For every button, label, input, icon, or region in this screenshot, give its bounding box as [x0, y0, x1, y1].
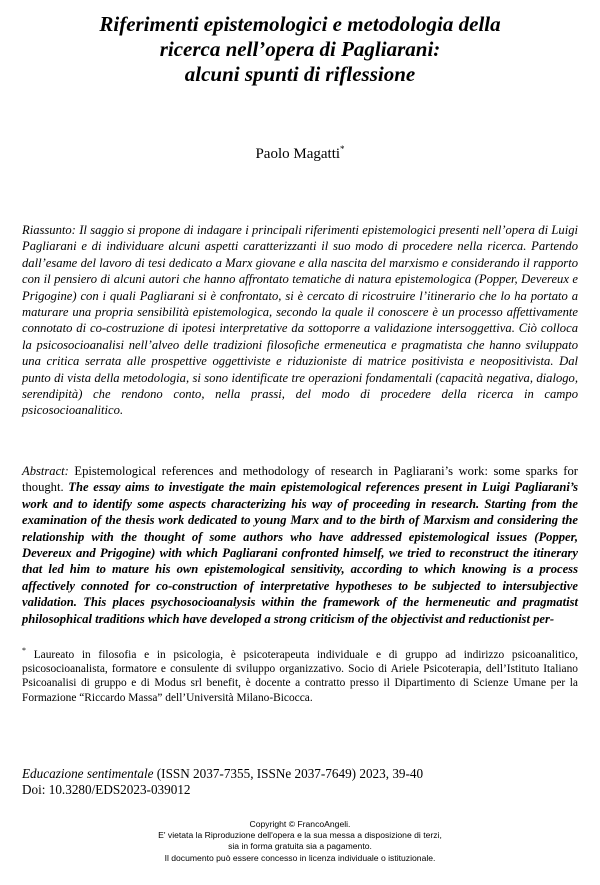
copyright-line-3: sia in forma gratuita sia a pagamento. — [228, 841, 372, 852]
title-line-3: alcuni spunti di riflessione — [184, 62, 416, 86]
journal-details: (ISSN 2037-7355, ISSNe 2037-7649) 2023, 39-40 — [153, 766, 424, 781]
copyright-line-4: Il documento può essere concesso in licenza individuale o istituzionale. — [164, 852, 436, 863]
paper-title — [0, 12, 600, 87]
abstract-english-title: Epistemological references and methodology of research in Pagliarani’s work: some sparks for thought. — [22, 464, 578, 495]
title-line-2: ricerca nell’opera di Pagliarani: — [159, 37, 441, 61]
footnote-mark: * — [22, 646, 26, 655]
copyright-notice — [0, 819, 600, 864]
author-name: Paolo Magatti — [255, 146, 341, 162]
abstract-label: Abstract: — [22, 464, 69, 478]
citation — [22, 766, 582, 798]
abstract-italian: Riassunto: Il saggio si propone di indagare i principali riferimenti epistemologici presenti nell’opera di Luigi Pagliarani e di individuare alcuni aspetti caratterizzanti il suo modo di procedere nella ricerca. Partendo dall’esame del lavoro di tesi dedicato a Marx giovane e alla nascita del marxismo e considerando il rapporto con il pensiero di alcuni autori che hanno affrontato tematiche di natura epistemologica (Popper, Devereux e Prigogine) con i quali Pagliarani si è confrontato, si è cercato di ricostruire l’itinerario che lo ha portato a maturare una propria sensibilità epistemologica, secondo la quale il conoscere è un processo affettivamente connotato di co-costruzione di ipotesi interpretative da sottoporre a validazione intersoggettiva. Ciò colloca la psicosocioanalisi nell’alveo delle tradizioni filosofiche ermeneutica e pragmatista che hanno sviluppato una critica serrata alle prospettive oggettiviste e riduzioniste di matrice positivista e neopositivista. Dal punto di vista della metodologia, si sono identificate tre operazioni fondamentali (capacità negativa, dialogo, serendipità) che rendono conto, nella prassi, del modo di procedere della ricerca in campo psicosocioanalitico. — [22, 223, 578, 418]
abstract-english-body: The essay aims to investigate the main epistemological references present in Luigi Pagliarani’s work and to identify some aspects characterizing his way of proceeding in research. Starting from the examination of the thesis work dedicated to young Marx and to the birth of Marxism and considering the relationship with the thought of some authors who have addressed epistemological issues (Popper, Devereux and Prigogine) with which Pagliarani confronted himself, we tried to reconstruct the itinerary that led him to mature his own epistemological sensitivity, according to which knowing is a process affectively connoted for co-construction of interpretative hypotheses to be subjected to intersubjective validation. This places psychosocioanalysis within the framework of the hermeneutic and pragmatist philosophical traditions which have developed a strong criticism of the objectivist and reductionist per- — [22, 480, 578, 626]
title-line-1: Riferimenti epistemologici e metodologia della — [99, 12, 501, 36]
journal-name: Educazione sentimentale — [22, 766, 154, 781]
copyright-line-2: E' vietata la Riproduzione dell'opera e la sua messa a disposizione di terzi, — [158, 830, 442, 841]
footnote-text: Laureato in filosofia e in psicologia, è psicoterapeuta individuale e di gruppo ad indirizzo psicoanalitico, psicosocioanalista, formatore e consulente di sviluppo organizzativo. Socio di Ariele Psicoterapia, dell’Istituto Italiano Psicoanalisi di gruppo e di Modus srl benefit, è docente a contratto presso il Dipartimento di Scienze Umane per la Formazione “Riccardo Massa” dell’Università Milano-Bicocca. — [22, 648, 578, 704]
author — [0, 144, 600, 163]
doi: Doi: 10.3280/EDS2023-039012 — [22, 782, 191, 797]
copyright-line-1: Copyright © FrancoAngeli. — [249, 819, 351, 829]
author-footnote-mark: * — [340, 144, 345, 154]
abstract-english — [22, 463, 578, 627]
author-footnote — [22, 644, 578, 705]
